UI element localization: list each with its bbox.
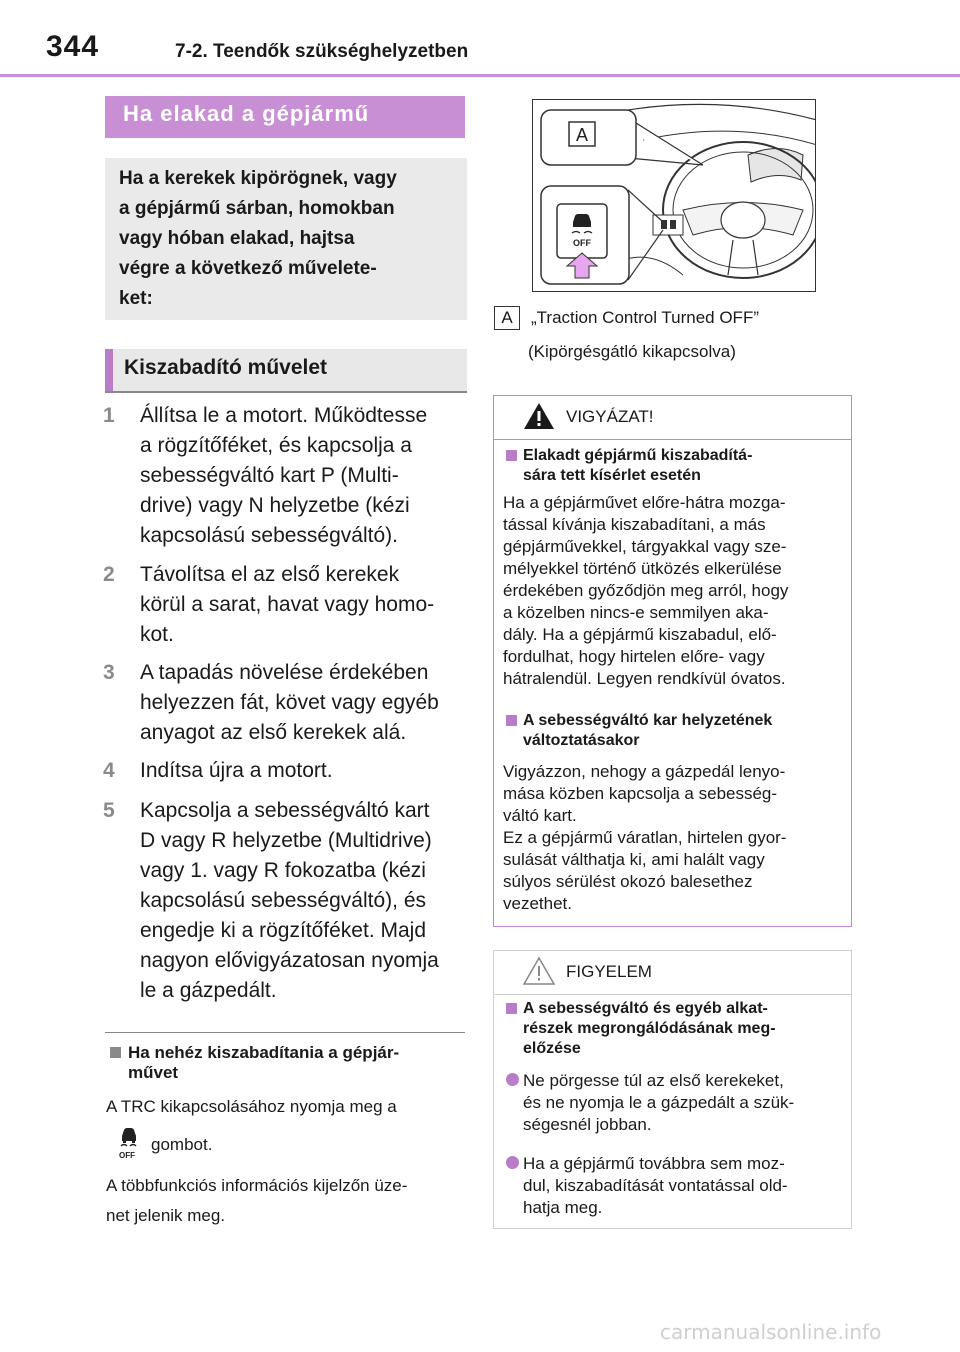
- step-line: Távolítsa el az első kerekek: [140, 563, 400, 586]
- figure-illustration: [532, 99, 816, 292]
- bullet-line: Ha a gépjármű továbbra sem moz-: [523, 1154, 785, 1173]
- step-line: sebességváltó kart P (Multi-: [140, 464, 399, 487]
- heading-line: A sebességváltó és egyéb alkat-: [523, 1000, 768, 1017]
- step-line: drive) vagy N helyzetbe (kézi: [140, 494, 410, 517]
- notice-header: [494, 951, 851, 995]
- step-line: körül a sarat, havat vagy homo-: [140, 593, 435, 616]
- section-title: 7-2. Teendők szükséghelyzetben: [175, 41, 469, 62]
- step-line: kapcsolású sebességváltó).: [140, 524, 398, 547]
- note-text: A TRC kikapcsolásához nyomja meg a: [106, 1097, 397, 1116]
- note-text: gombot.: [151, 1135, 213, 1154]
- caution-text: [503, 761, 843, 915]
- step-text: [140, 401, 470, 551]
- button-label: OFF: [573, 238, 591, 248]
- step-line: Állítsa le a motort. Működtesse: [140, 404, 428, 427]
- heading-line: Elakadt gépjármű kiszabadítá-: [523, 447, 753, 464]
- text-line: a közelben nincs-e semmilyen aka-: [503, 603, 769, 622]
- square-bullet-icon: [506, 450, 517, 461]
- step-number: 2: [103, 563, 115, 586]
- heading-line: részek megrongálódásának meg-: [523, 1020, 776, 1037]
- text-line: súlyos sérülést okozó balesethez: [503, 872, 753, 891]
- text-line: Ez a gépjármű váratlan, hirtelen gyor-: [503, 828, 787, 847]
- step-text: [140, 756, 470, 786]
- step-line: helyezzen fát, követ vagy egyéb: [140, 691, 439, 714]
- bullet-line: dul, kiszabadítását vontatással old-: [523, 1176, 788, 1195]
- intro-text: [119, 164, 459, 314]
- note-line: net jelenik meg.: [106, 1206, 226, 1225]
- step-line: kot.: [140, 623, 174, 646]
- text-line: érdekében győződjön meg arról, hogy: [503, 581, 789, 600]
- intro-box: [105, 158, 467, 320]
- text-line: Ha a gépjárművet előre-hátra mozga-: [503, 493, 786, 512]
- step-line: vagy 1. vagy R fokozatba (kézi: [140, 859, 426, 882]
- intro-line: ket:: [119, 288, 153, 309]
- caution-header: [494, 396, 851, 440]
- text-line: vezethet.: [503, 894, 572, 913]
- round-bullet-icon: [506, 1156, 519, 1169]
- step-line: le a gázpedált.: [140, 979, 277, 1002]
- intro-line: Ha a kerekek kipörögnek, vagy: [119, 168, 397, 189]
- step-line: kapcsolású sebességváltó), és: [140, 889, 426, 912]
- intro-line: vagy hóban elakad, hajtsa: [119, 228, 355, 249]
- notice-triangle-icon: [522, 956, 556, 986]
- text-line: fordulhat, hogy hirtelen előre- vagy: [503, 647, 765, 666]
- step-text: [140, 658, 470, 748]
- step-number: 3: [103, 661, 115, 684]
- heading-line: sára tett kísérlet esetén: [523, 467, 701, 484]
- heading-line: változtatásakor: [523, 732, 640, 749]
- note-divider: [105, 1032, 465, 1033]
- text-line: dály. Ha a gépjármű kiszabadul, elő-: [503, 625, 777, 644]
- note-heading-line: művet: [128, 1063, 179, 1082]
- text-line: mása közben kapcsolja a sebesség-: [503, 784, 778, 803]
- subheading-bar: [105, 349, 467, 393]
- page-number: 344: [46, 30, 100, 63]
- text-line: váltó kart.: [503, 806, 577, 825]
- note-text: [106, 1171, 407, 1231]
- intro-line: végre a következő művelete-: [119, 258, 377, 279]
- header-rule: [0, 74, 960, 77]
- steering-wheel-illustration: [533, 100, 816, 292]
- step-line: Indítsa újra a motort.: [140, 759, 333, 782]
- step-text: [140, 796, 470, 1006]
- bullet-line: és ne nyomja le a gázpedált a szük-: [523, 1093, 795, 1112]
- step-line: engedje ki a rögzítőféket. Majd: [140, 919, 427, 942]
- text-line: mélyekkel történő ütközés elkerülése: [503, 559, 782, 578]
- caution-text: [503, 492, 843, 690]
- text-line: sulását válthatja ki, ami halált vagy: [503, 850, 765, 869]
- square-bullet-icon: [506, 1003, 517, 1014]
- bullet-line: Ne pörgesse túl az első kerekeket,: [523, 1071, 784, 1090]
- step-line: A tapadás növelése érdekében: [140, 661, 429, 684]
- notice-title: FIGYELEM: [566, 962, 652, 981]
- notice-box: [493, 950, 852, 1229]
- svg-text:OFF: OFF: [119, 1151, 135, 1160]
- step-line: nagyon elővigyázatosan nyomja: [140, 949, 439, 972]
- note-line: A többfunkciós információs kijelzőn üze-: [106, 1176, 408, 1195]
- step-line: D vagy R helyzetbe (Multidrive): [140, 829, 432, 852]
- callout-label: A: [575, 125, 589, 145]
- page-title: Ha elakad a gépjármű: [123, 101, 370, 126]
- step-number: 4: [103, 759, 115, 782]
- step-text: [140, 560, 470, 650]
- figure-caption: „Traction Control Turned OFF”: [531, 308, 759, 327]
- heading-line: A sebességváltó kar helyzetének: [523, 712, 773, 729]
- step-number: 1: [103, 404, 115, 427]
- subheading: Kiszabadító művelet: [124, 356, 328, 379]
- caution-box: [493, 395, 852, 927]
- text-line: Vigyázzon, nehogy a gázpedál lenyo-: [503, 762, 786, 781]
- watermark: carmanualsonline.info: [660, 1320, 882, 1344]
- step-number: 5: [103, 799, 115, 822]
- subheading-accent: [105, 349, 113, 391]
- caution-title: VIGYÁZAT!: [566, 407, 654, 426]
- bullet-line: hatja meg.: [523, 1198, 603, 1217]
- text-line: hátralendül. Legyen rendkívül óvatos.: [503, 669, 786, 688]
- heading-line: előzése: [523, 1040, 581, 1057]
- warning-triangle-icon: [522, 401, 556, 431]
- figure-caption-translation: (Kipörgésgátló kikapcsolva): [528, 342, 736, 361]
- step-line: anyagot az első kerekek alá.: [140, 721, 407, 744]
- note-heading-line: Ha nehéz kiszabadítania a gépjár-: [128, 1043, 400, 1062]
- text-line: gépjárművekkel, tárgyakkal vagy sze-: [503, 537, 787, 556]
- text-line: tással kívánja kiszabadítani, a más: [503, 515, 766, 534]
- title-bar: [105, 96, 465, 138]
- step-line: a rögzítőféket, és kapcsolja a: [140, 434, 412, 457]
- caption-label: A: [494, 306, 520, 330]
- round-bullet-icon: [506, 1073, 519, 1086]
- intro-line: a gépjármű sárban, homokban: [119, 198, 395, 219]
- bullet-line: ségesnél jobban.: [523, 1115, 652, 1134]
- square-bullet-icon: [506, 715, 517, 726]
- traction-control-off-icon: [118, 1124, 140, 1160]
- square-bullet-icon: [110, 1047, 121, 1058]
- step-line: Kapcsolja a sebességváltó kart: [140, 799, 430, 822]
